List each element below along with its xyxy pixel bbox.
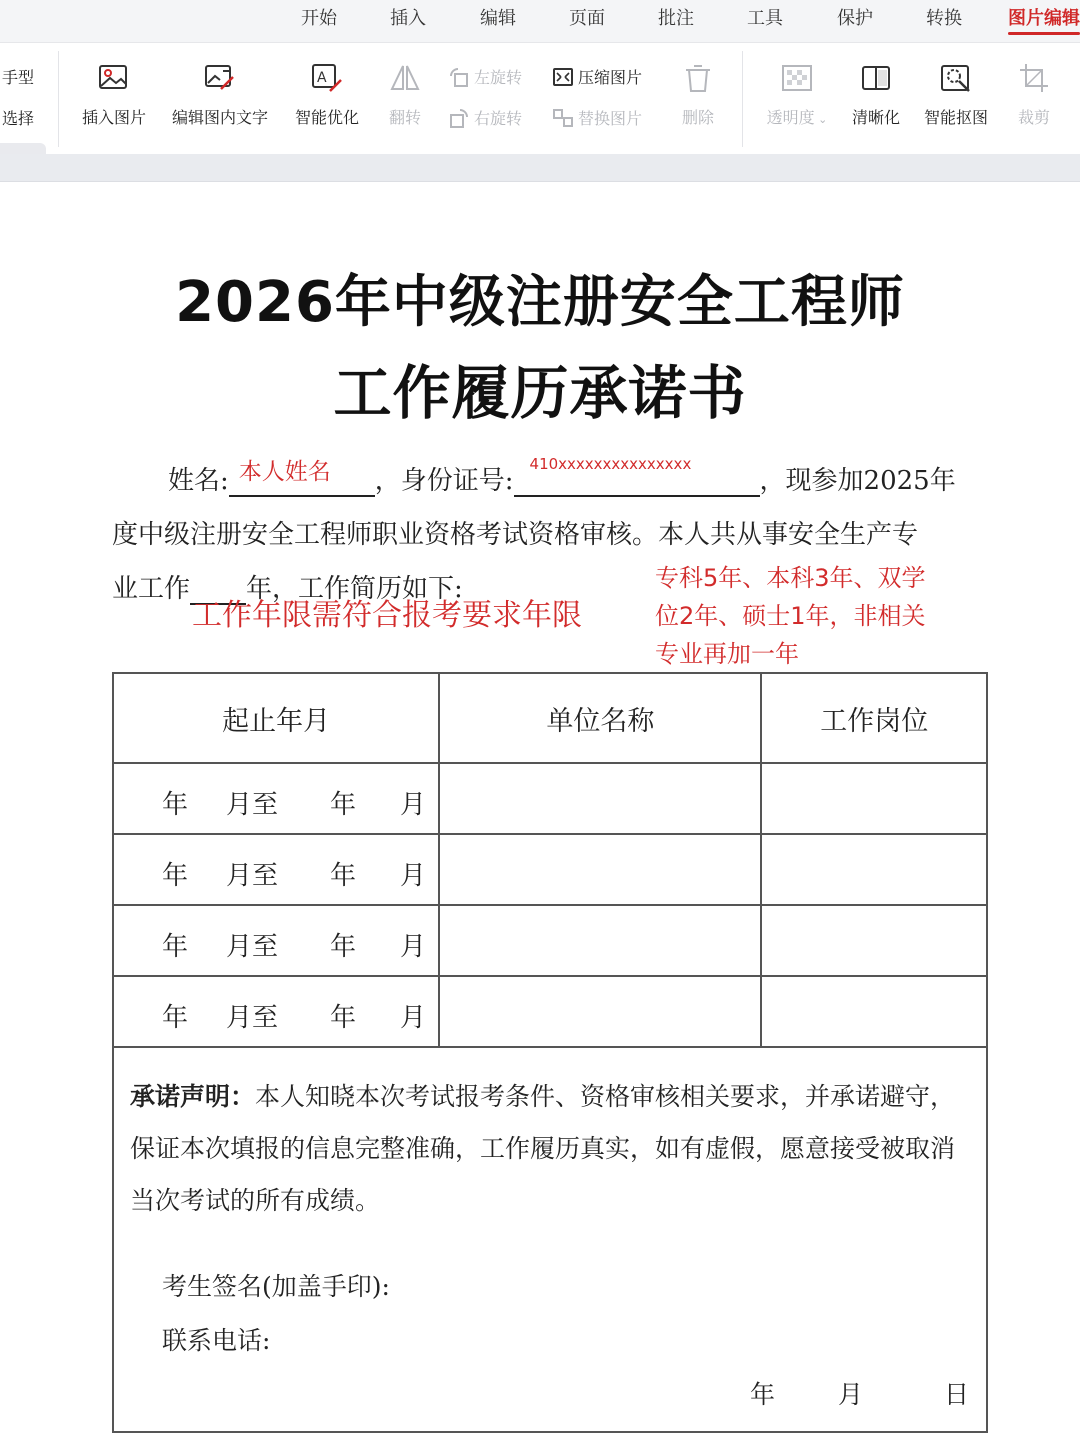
select-tool-button[interactable]: [2, 106, 34, 129]
unit-cell[interactable]: [439, 976, 761, 1047]
smart-cutout-label: 智能抠图: [923, 108, 988, 127]
date-year-start: 年: [162, 932, 189, 962]
period-cell[interactable]: [113, 976, 439, 1047]
tab-start[interactable]: 开始: [301, 8, 337, 29]
table-row: [113, 763, 987, 834]
replace-image-label: 替换图片: [578, 109, 643, 128]
id-number-field[interactable]: [514, 455, 760, 497]
date-month-to: 月至: [226, 861, 279, 891]
date-month-to: 月至: [226, 1003, 279, 1033]
flip-icon: [388, 61, 422, 95]
unit-cell[interactable]: [439, 905, 761, 976]
compress-image-button[interactable]: [552, 65, 642, 88]
date-year-end: 年: [330, 932, 357, 962]
insert-image-button[interactable]: [78, 61, 150, 128]
tab-image-edit[interactable]: 图片编辑: [1008, 8, 1080, 29]
delete-button[interactable]: [678, 61, 718, 128]
date-month-end: 月: [400, 932, 427, 962]
table-header-row: [113, 673, 987, 763]
position-cell[interactable]: [761, 834, 987, 905]
hand-tool-button[interactable]: [2, 65, 34, 88]
crop-label: 裁剪: [1017, 108, 1050, 127]
applicant-line: [168, 455, 956, 497]
date-month-end: 月: [400, 861, 427, 891]
trash-icon: [681, 61, 715, 95]
edit-image-text-label: 编辑图内文字: [171, 108, 268, 127]
select-tool-label: 选择: [2, 109, 35, 128]
date-month-end: 月: [400, 1003, 427, 1033]
unit-cell[interactable]: [439, 763, 761, 834]
annotation-rule-1: 专科5年、本科3年、双学: [655, 564, 926, 592]
delete-label: 删除: [681, 108, 714, 127]
sharpen-label: 清晰化: [851, 108, 900, 127]
chevron-down-icon: ⌄: [814, 113, 828, 126]
position-cell[interactable]: [761, 905, 987, 976]
table-row: [113, 834, 987, 905]
phone-label: 联系电话:: [162, 1326, 271, 1355]
document-page: [0, 182, 1080, 1440]
tab-protect[interactable]: 保护: [837, 8, 873, 29]
compress-image-icon: [552, 66, 574, 88]
smart-cutout-button[interactable]: [920, 61, 992, 128]
sharpen-icon: [859, 61, 893, 95]
ribbon-tab-bar: [0, 0, 1080, 42]
rotate-left-button[interactable]: [448, 65, 522, 88]
promise-section: [112, 1041, 988, 1433]
sharpen-button[interactable]: [848, 61, 904, 128]
tab-edit[interactable]: 编辑: [480, 8, 516, 29]
work-prefix: 业工作: [112, 574, 191, 604]
rotate-right-button[interactable]: [448, 106, 522, 129]
ruler-band: [0, 154, 1080, 182]
rotate-left-label: 左旋转: [474, 68, 523, 87]
name-value: 本人姓名: [238, 459, 331, 485]
exam-text-2: 度中级注册安全工程师职业资格考试资格审核。本人共从事安全生产专: [112, 520, 919, 550]
date-year-start: 年: [162, 1003, 189, 1033]
smart-optimize-icon: [310, 61, 344, 95]
replace-image-button[interactable]: [552, 106, 642, 129]
date-year-end: 年: [330, 790, 357, 820]
smart-optimize-label: 智能优化: [294, 108, 359, 127]
date-year-end: 年: [330, 1003, 357, 1033]
date-year-label: 年: [750, 1380, 776, 1409]
edit-image-text-button[interactable]: [166, 61, 274, 128]
active-tab-indicator: [1008, 32, 1080, 35]
promise-text: 本人知晓本次考试报考条件、资格审核相关要求，并承诺避守，保证本次填报的信息完整准确，工作履历真实，如有虚假，愿意接受被取消当次考试的所有成绩。: [130, 1082, 956, 1215]
transparency-label: 透明度: [766, 108, 815, 127]
doc-title-line2: 工作履历承诺书: [333, 359, 747, 427]
annotation-years-requirement: 工作年限需符合报考要求年限: [192, 598, 582, 633]
insert-image-icon: [97, 61, 131, 95]
name-field[interactable]: [229, 459, 375, 497]
transparency-icon: [780, 61, 814, 95]
image-edit-toolbar: [0, 42, 1080, 154]
header-period: 起止年月: [113, 673, 439, 763]
svg-text:A: A: [317, 70, 327, 86]
compress-image-label: 压缩图片: [578, 68, 643, 87]
annotation-rule-2: 位2年、硕士1年，非相关: [655, 602, 926, 630]
promise-label: 承诺声明：: [130, 1082, 256, 1111]
replace-image-icon: [552, 107, 574, 129]
date-year-start: 年: [162, 790, 189, 820]
date-year-start: 年: [162, 861, 189, 891]
table-row: [113, 905, 987, 976]
id-label: ，身份证号:: [374, 466, 514, 496]
date-month-label: 月: [838, 1380, 864, 1409]
smart-cutout-icon: [939, 61, 973, 95]
date-month-to: 月至: [226, 932, 279, 962]
period-cell[interactable]: [113, 834, 439, 905]
rotate-right-label: 右旋转: [474, 109, 523, 128]
tab-insert[interactable]: 插入: [390, 8, 426, 29]
crop-icon: [1017, 61, 1051, 95]
id-number-value: 410xxxxxxxxxxxxxxx: [529, 455, 692, 473]
transparency-dropdown[interactable]: [762, 61, 832, 128]
unit-cell[interactable]: [439, 834, 761, 905]
work-history-table: [112, 672, 988, 1048]
position-cell[interactable]: [761, 763, 987, 834]
hand-tool-label: 手型: [2, 68, 35, 87]
rotate-right-icon: [448, 107, 470, 129]
header-position: 工作岗位: [761, 673, 987, 763]
tab-tools[interactable]: 工具: [747, 8, 783, 29]
exam-text-1: ，现参加2025年: [759, 466, 956, 496]
promise-statement: [130, 1071, 960, 1227]
tab-page[interactable]: 页面: [569, 8, 605, 29]
annotation-rule-3: 专业再加一年: [655, 640, 799, 668]
tab-review[interactable]: 批注: [658, 8, 694, 29]
date-month-to: 月至: [226, 790, 279, 820]
position-cell[interactable]: [761, 976, 987, 1047]
crop-button[interactable]: [1014, 61, 1054, 128]
edit-image-text-icon: [203, 61, 237, 95]
work-suffix: 年，工作简历如下:: [246, 574, 463, 604]
tab-convert[interactable]: 转换: [926, 8, 962, 29]
date-day-label: 日: [944, 1380, 970, 1409]
smart-optimize-button[interactable]: [290, 61, 364, 128]
doc-title-line1: 2026年中级注册安全工程师: [175, 270, 905, 335]
date-year-end: 年: [330, 861, 357, 891]
period-cell[interactable]: [113, 905, 439, 976]
date-month-end: 月: [400, 790, 427, 820]
name-label: 姓名:: [168, 466, 229, 496]
signature-label: 考生签名(加盖手印):: [162, 1272, 390, 1301]
header-unit: 单位名称: [439, 673, 761, 763]
table-row: [113, 976, 987, 1047]
flip-label: 翻转: [388, 108, 421, 127]
insert-image-label: 插入图片: [81, 108, 146, 127]
rotate-left-icon: [448, 66, 470, 88]
period-cell[interactable]: [113, 763, 439, 834]
flip-button[interactable]: [384, 61, 426, 128]
